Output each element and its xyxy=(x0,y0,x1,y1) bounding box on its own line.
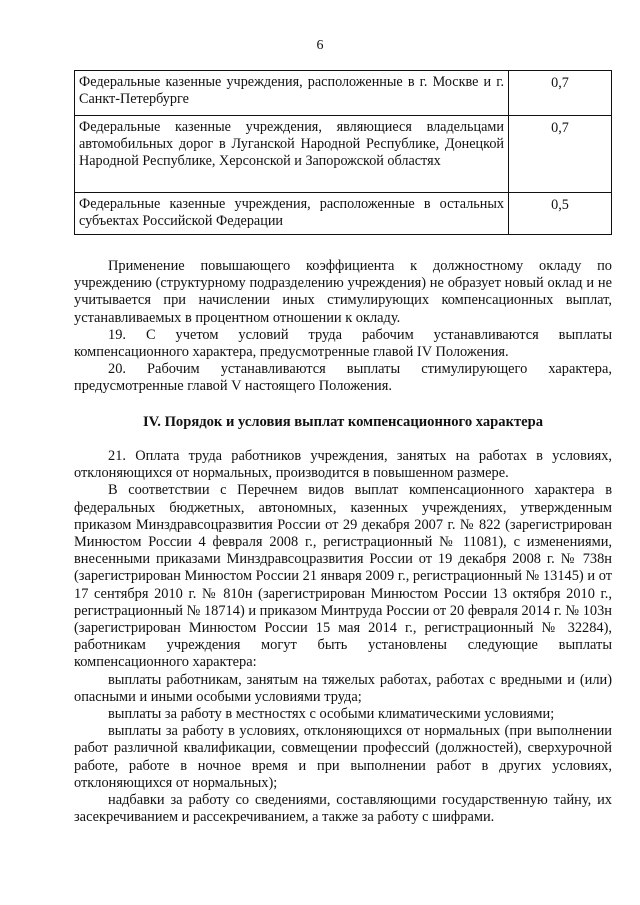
paragraph: 21. Оплата труда работников учреждения, занятых на работах в условиях, отклоняющихся от нормальных, производится в повышенном размере. xyxy=(74,448,612,482)
paragraph: 20. Рабочим устанавливаются выплаты стимулирующего характера, предусмотренные главой V настоящего Положения. xyxy=(74,361,612,395)
paragraph: надбавки за работу со сведениями, составляющими государственную тайну, их засекречиванием и рассекречиванием, а также за работу с шифрами. xyxy=(74,792,612,826)
table-row xyxy=(75,116,612,193)
paragraphs-after-heading xyxy=(74,448,612,826)
paragraph: В соответствии с Перечнем видов выплат компенсационного характера в федеральных бюджетных, автономных, казенных учреждениях, утвержденным приказом Минздравсоцразвития России от 29 декабря 2007 г. № 822 (зарегистрирован Минюстом России 4 февраля 2008 г., регистрационный № 11081), с изменениями, внесенными приказами Минздравсоцразвития России от 19 декабря 2008 г. № 738н (зарегистрирован Минюстом России 21 января 2009 г., регистрационный № 13145) и от 17 сентября 2010 г. № 810н (зарегистрирован Минюстом России 13 октября 2010 г., регистрационный № 18714) и приказом Минтруда России от 20 февраля 2014 г. № 103н (зарегистрирован Минюстом России 15 мая 2014 г., регистрационный № 32284), работникам учреждения могут быть установлены следующие выплаты компенсационного характера: xyxy=(74,482,612,671)
page-number: 6 xyxy=(316,38,324,53)
paragraph: выплаты работникам, занятым на тяжелых работах, работах с вредными и (или) опасными и иными особыми условиями труда; xyxy=(74,671,612,705)
coefficient-table xyxy=(74,70,612,235)
table-cell-description: Федеральные казенные учреждения, расположенные в г. Москве и г. Санкт-Петербурге xyxy=(75,71,509,116)
table-cell-value: 0,7 xyxy=(509,71,612,116)
paragraph: 19. С учетом условий труда рабочим устанавливаются выплаты компенсационного характера, предусмотренные главой IV Положения. xyxy=(74,326,612,361)
paragraph: выплаты за работу в условиях, отклоняющихся от нормальных (при выполнении работ различной квалификации, совмещении профессий (должностей), сверхурочной работе, работе в ночное время и при выполнении работ в других условиях, отклоняющихся от нормальных); xyxy=(74,723,612,791)
table-cell-value: 0,5 xyxy=(509,193,612,235)
table-cell-value: 0,7 xyxy=(509,116,612,193)
section-heading: IV. Порядок и условия выплат компенсационного характера xyxy=(142,414,544,430)
paragraphs-before-heading xyxy=(74,258,612,396)
paragraph: Применение повышающего коэффициента к должностному окладу по учреждению (структурному подразделению учреждения) не образует новый оклад и не учитывается при начислении иных стимулирующих компенсационных выплат, устанавливаемых в процентном отношении к окладу. xyxy=(74,258,612,326)
table-row xyxy=(75,193,612,235)
paragraph: выплаты за работу в местностях с особыми климатическими условиями; xyxy=(108,706,555,723)
table-cell-description: Федеральные казенные учреждения, являющиеся владельцами автомобильных дорог в Луганской Народной Республике, Донецкой Народной Республике, Херсонской и Запорожской областях xyxy=(75,116,509,193)
table-cell-description: Федеральные казенные учреждения, расположенные в остальных субъектах Российской Федерации xyxy=(75,193,509,235)
table-row xyxy=(75,71,612,116)
